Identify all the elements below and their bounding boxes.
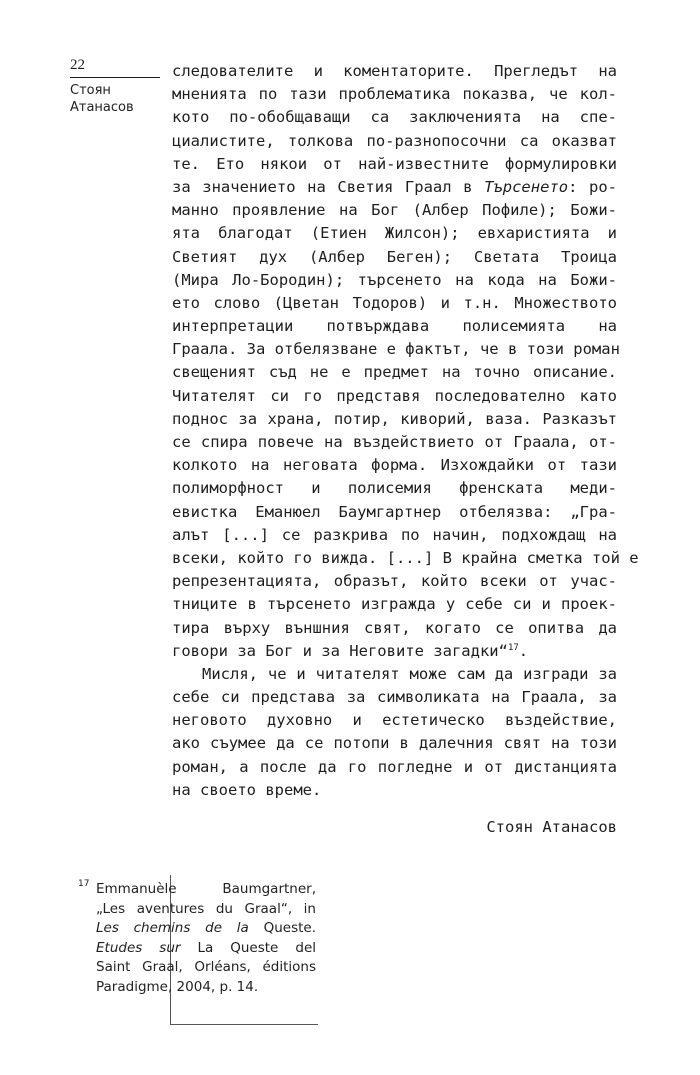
text-line: поднос за храна, потир, киворий, ваза. Разказът [172, 409, 617, 428]
text-line: следователите и коментаторите. Прегледът на [172, 62, 617, 80]
text-line: (Мира Ло-Бородин); търсенето на кода на Божи- [172, 270, 617, 289]
text-segment: : ро- [568, 177, 617, 196]
header-rule [70, 77, 160, 78]
text-line: интерпретации потвърждава полисемията на [172, 317, 617, 336]
running-author-first-name: Стоян [70, 83, 111, 98]
text-line: мненията по тази проблематика показва, че кол- [172, 85, 617, 104]
footnote-number: 17 [78, 879, 90, 889]
footnote-line: „Les aventures du Graal“, in [96, 900, 316, 917]
running-author [70, 82, 134, 116]
text-line: Светият дух (Албер Беген); Светата Троица [172, 247, 617, 266]
text-line: полиморфност и полисемия френската меди- [172, 479, 617, 498]
main-text [172, 60, 639, 839]
text-line: те. Ето някои от най-известните формулировки [172, 154, 617, 173]
footnote-segment: La Queste del [180, 939, 316, 956]
text-line: Мисля, че и читателят може сам да изгради за [202, 664, 617, 683]
text-line: тниците в търсенето изгражда у себе си и проек- [172, 595, 617, 614]
footnote-italic: Les chemins de la [96, 920, 249, 936]
spacer [172, 802, 617, 816]
running-author-last-name: Атанасов [70, 100, 134, 115]
text-line: манно проявление на Бог (Албер Пофиле); Божи- [172, 201, 617, 220]
text-line: всеки, който го вижда. [...] В крайна сметка той е [172, 548, 639, 567]
text-line [172, 176, 617, 199]
text-line: свещеният съд не е предмет на точно описание. [172, 363, 617, 382]
footnote-italic: Etudes sur [96, 939, 181, 956]
text-line: себе си представа за символиката на Граала, за [172, 688, 617, 707]
text-line: роман, а после да го погледне и от дистанцията [172, 757, 617, 776]
text-line: евистка Еманюел Баумгартнер отбелязва: „Гра- [172, 502, 617, 521]
text-line: ята благодат (Етиен Жилсон); евхаристията и [172, 224, 617, 243]
footnote-line: Saint Graal, Orléans, éditions [96, 959, 316, 975]
footnote [96, 880, 316, 997]
footnote-bottom-rule [170, 1024, 318, 1025]
text-line: Граала. За отбелязване е фактът, че в този роман [172, 340, 620, 359]
text-line: ако съумее да се потопи в далечния свят на този [172, 734, 617, 753]
page-number: 22 [70, 57, 85, 73]
text-line: на своето време. [172, 780, 322, 799]
text-line: циалистите, толкова по-разнопосочни са оказват [172, 131, 617, 150]
text-line: колкото на неговата форма. Изхождайки от тази [172, 456, 617, 475]
italic-title: Търсенето [484, 177, 569, 196]
text-line: говори за Бог и за Неговите загадки“$^{17}$. [172, 641, 529, 660]
footnote-line [96, 939, 316, 959]
text-line: тира върху външния свят, когато се опитва да [172, 618, 617, 637]
text-line: ето слово (Цветан Тодоров) и т.н. Множеството [172, 293, 617, 312]
footnote-line: Paradigme, 2004, p. 14. [96, 978, 259, 995]
text-line: кото по-обобщаващи са заключенията на спе- [172, 108, 617, 127]
footnote-line [96, 919, 316, 939]
text-segment: за значението на Светия Граал в [172, 177, 485, 196]
footnote-segment: Queste. [248, 920, 316, 936]
text-line: репрезентацията, образът, който всеки от учас- [172, 572, 617, 591]
footnote-line: Emmanuèle Baumgartner, [96, 881, 316, 897]
text-line: алът [...] се разкрива по начин, подхождащ на [172, 525, 617, 544]
text-line: неговото духовно и естетическо въздействие, [172, 711, 617, 730]
signature: Стоян Атанасов [486, 818, 617, 836]
footnote-reference: 17 [507, 642, 519, 653]
text-segment: говори за Бог и за Неговите загадки“ [172, 641, 508, 660]
text-line: Читателят си го представя последователно като [172, 386, 617, 405]
text-line: се спира повече на въздействието от Граала, от- [172, 433, 617, 451]
